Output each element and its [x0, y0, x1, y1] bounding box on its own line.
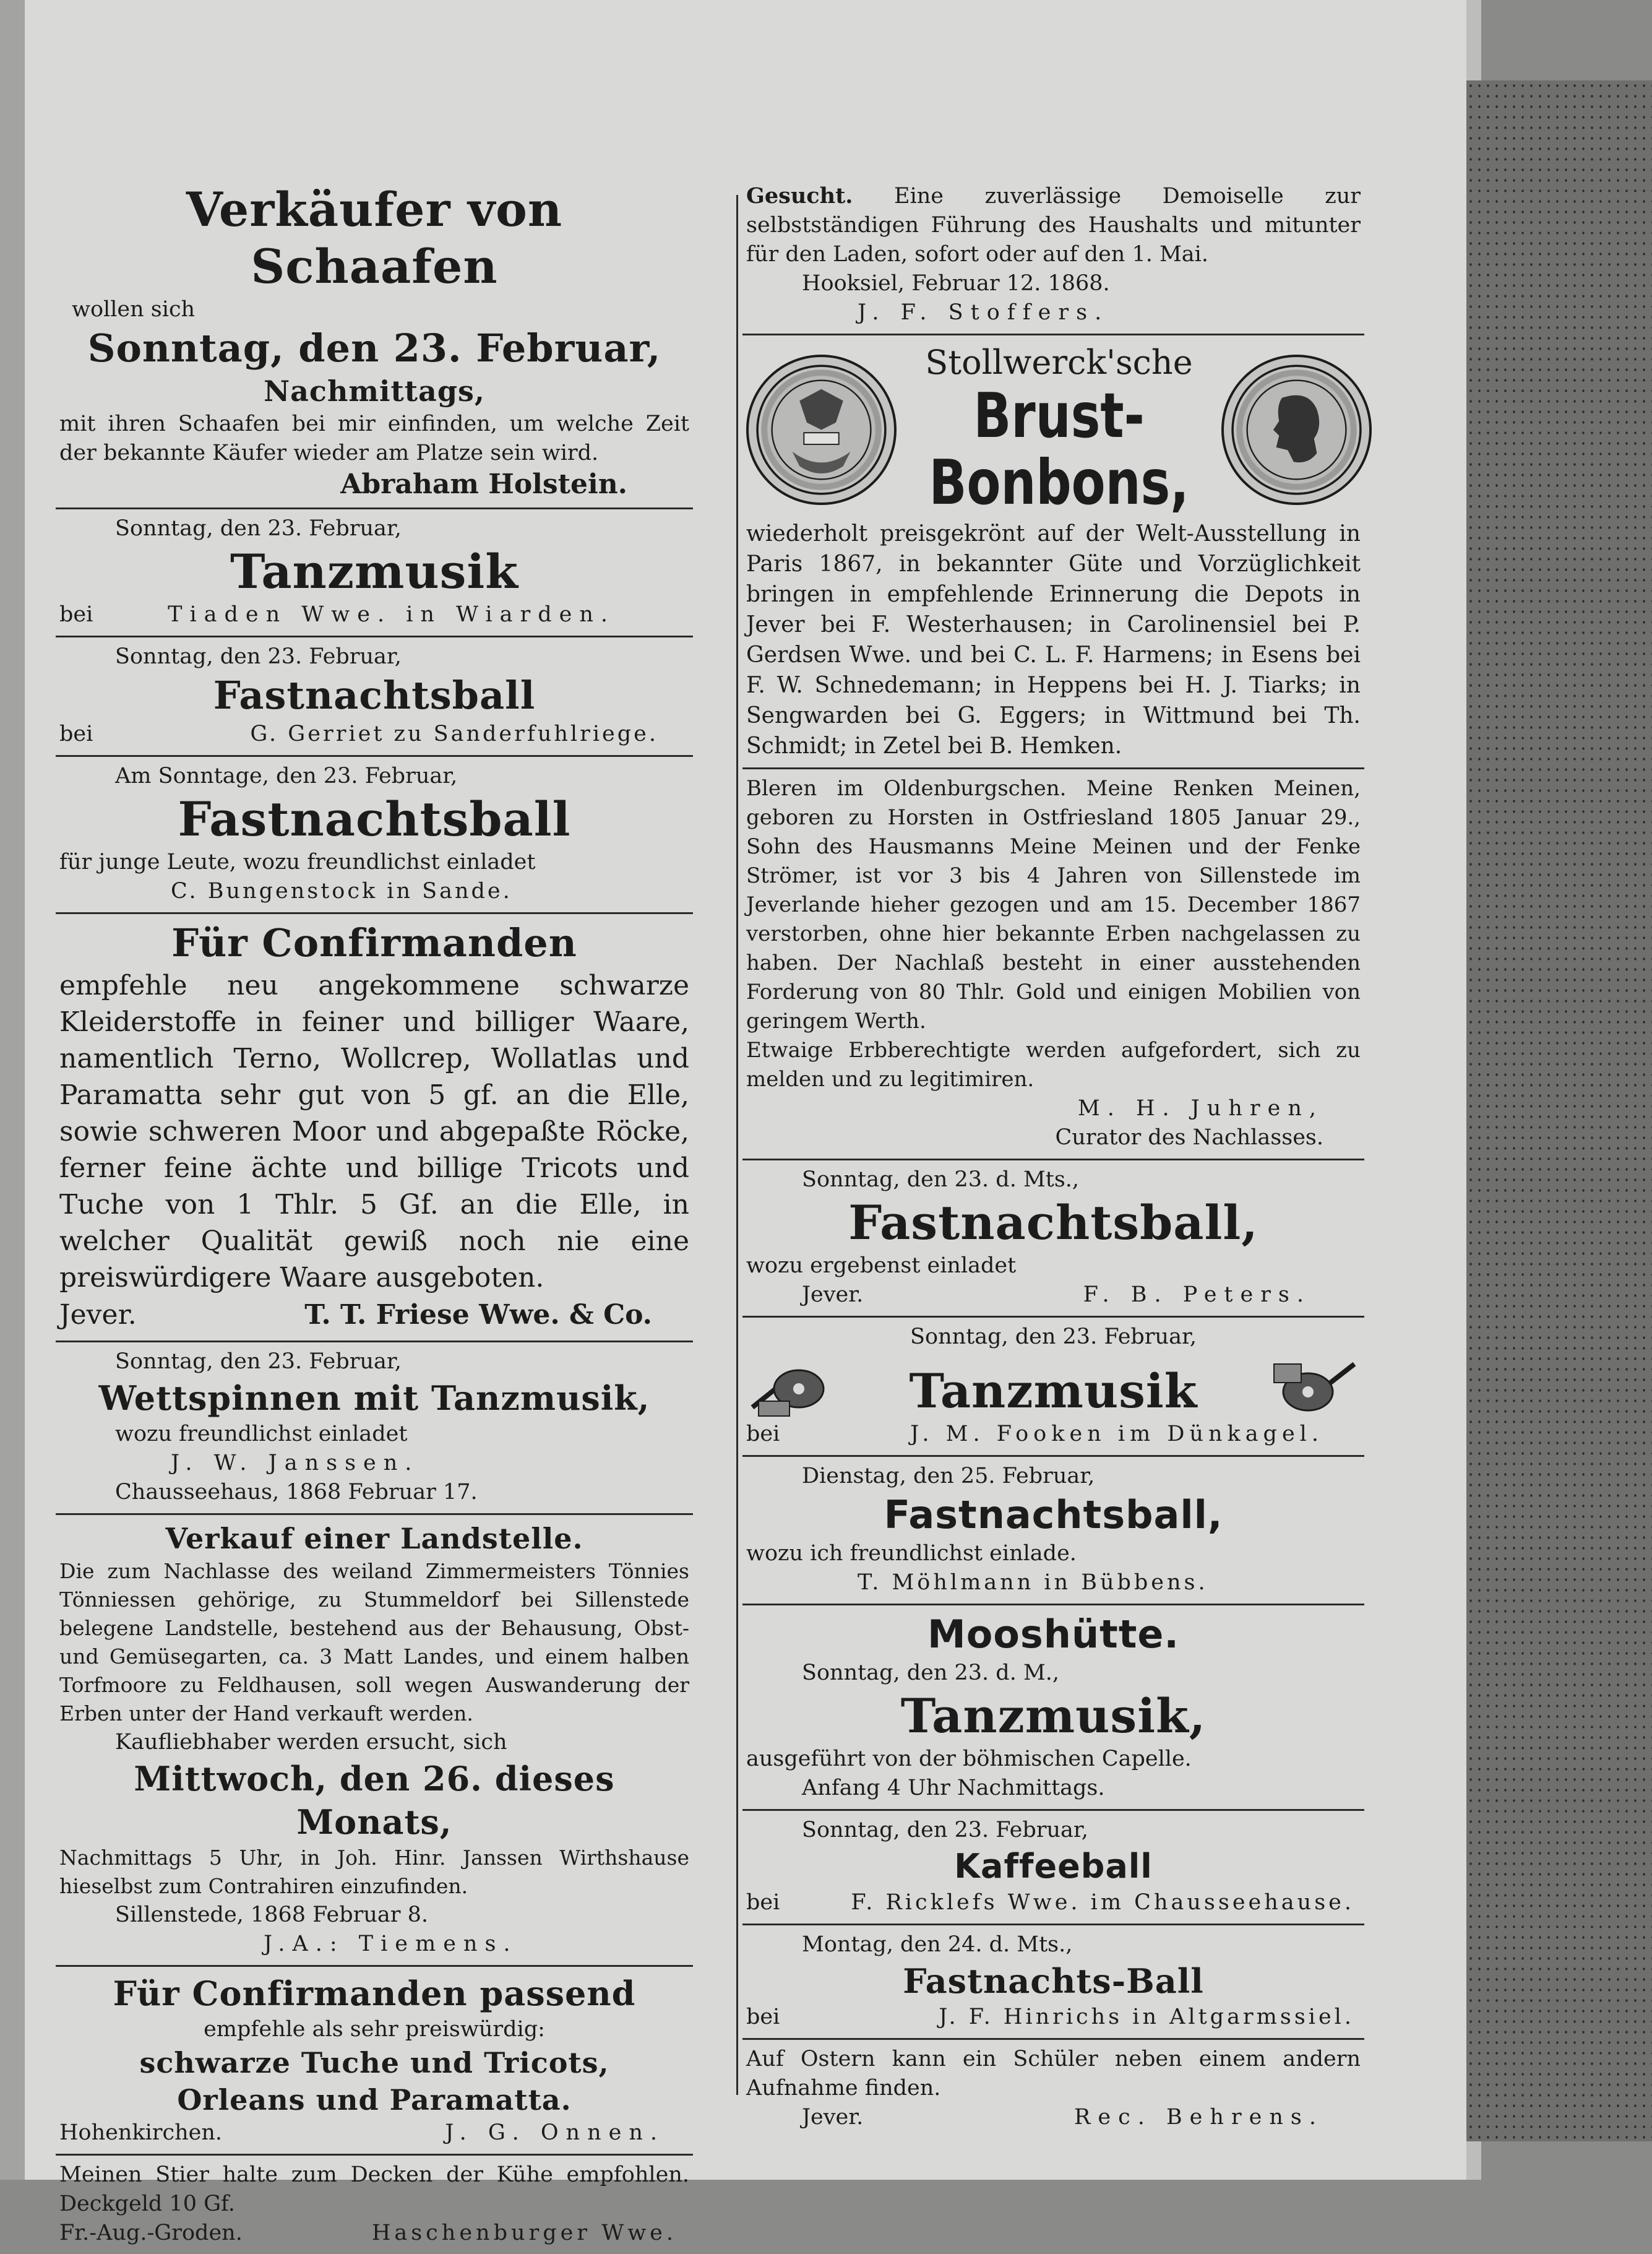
ad-date: Sonntag, den 23. Februar,	[802, 1818, 1088, 1842]
ad-title: Für Confirmanden passend	[113, 1974, 636, 2013]
ad-bei: bei	[59, 602, 93, 627]
ad-signature: Haschenburger Wwe.	[371, 2221, 677, 2245]
ad-date: Sonntag, den 23. Februar,	[87, 326, 661, 371]
ad-wettspinnen	[56, 1342, 693, 1515]
ad-stollwerck	[742, 335, 1364, 769]
ad-signature: J. G. Onnen.	[445, 2120, 665, 2145]
ad-fastnachtsball-sande	[56, 757, 693, 914]
ad-signature: G. Gerriet zu Sanderfuhlriege.	[250, 722, 658, 746]
ad-title: Tanzmusik	[230, 544, 518, 599]
ad-brand: Stollwerck'sche	[925, 343, 1193, 382]
ad-date: Am Sonntage, den 23. Februar,	[115, 764, 458, 788]
ad-schueler	[742, 2040, 1364, 2138]
ad-date: Mittwoch, den 26. dieses Monats,	[134, 1759, 615, 1842]
right-column	[742, 176, 1364, 2138]
ad-place: Jever.	[802, 2105, 864, 2130]
guitar-icon	[1268, 1352, 1361, 1420]
left-page-edge	[0, 0, 25, 2180]
ad-title: Verkäufer von Schaafen	[186, 182, 563, 294]
ad-title: Für Confirmanden	[171, 920, 577, 965]
ad-bei: bei	[59, 722, 93, 746]
ad-body: mit ihren Schaafen bei mir einfinden, um welche Zeit der bekannte Käufer wieder am Platze sein wird.	[59, 412, 689, 465]
book-cover-board	[1466, 80, 1652, 2141]
ad-title: Tanzmusik	[909, 1363, 1198, 1418]
ad-title1: Brust-	[973, 379, 1145, 452]
ad-date: Sonntag, den 23. d. M.,	[802, 1660, 1060, 1685]
ad-body: wozu ergebenst einladet	[746, 1253, 1017, 1278]
ad-nachlass-meinen	[742, 769, 1364, 1160]
ad-signature: T. T. Friese Wwe. & Co.	[304, 1299, 652, 1331]
ad-footer: Sillenstede, 1868 Februar 8.	[115, 1902, 428, 1927]
ad-date: Montag, den 24. d. Mts.,	[802, 1932, 1073, 1957]
ad-title: Kaffeeball	[954, 1847, 1153, 1886]
ad-fastnachtsball-moehlmann	[742, 1457, 1364, 1605]
ad-title: Wettspinnen mit Tanzmusik,	[98, 1378, 650, 1418]
ad-verkauf-landstelle	[56, 1515, 693, 1967]
ad-date: Sonntag, den 23. Februar,	[115, 516, 402, 541]
medal-icon	[746, 355, 897, 505]
ad-line2: Orleans und Paramatta.	[177, 2083, 572, 2117]
ad-signature: Tiaden Wwe. in Wiarden.	[168, 602, 615, 627]
ad-title: Fastnachtsball	[213, 673, 536, 718]
ad-place: Jever.	[802, 1282, 864, 1307]
ad-title2: Tanzmusik,	[900, 1688, 1207, 1743]
ad-body: empfehle neu angekommene schwarze Kleiderstoffe in feiner und billiger Waare, namentlich Terno, Wollcrep, Wollatlas und Paramatta sehr gut von 5 gf. an die Elle, sowie schweren Moor und abgepaßte Röcke, ferner feine ächte und billige Tricots und Tuche von 1 Thlr. 5 Gf. an die Elle, in welcher Qualität gewiß noch nie eine preiswürdigere Waare ausgeboten.	[59, 970, 689, 1293]
ad-signature: J. F. Stoffers.	[858, 300, 1109, 325]
ad-date: Sonntag, den 23. Februar,	[115, 1349, 402, 1374]
ad-footer: Chausseehaus, 1868 Februar 17.	[115, 1480, 478, 1505]
ad-date: Sonntag, den 23. Februar,	[910, 1324, 1197, 1349]
ad-body3: Nachmittags 5 Uhr, in Joh. Hinr. Janssen Wirthshause hieselbst zum Contrahiren einzufinden.	[59, 1846, 689, 1898]
ad-title: Fastnachtsball,	[884, 1492, 1223, 1537]
ad-sheep-sellers	[56, 176, 693, 509]
ad-signature: Rec. Behrens.	[1074, 2105, 1323, 2130]
ad-intro: empfehle als sehr preiswürdig:	[204, 2017, 545, 2042]
ad-signature: F. B. Peters.	[1083, 1282, 1311, 1307]
ad-intro: wollen sich	[72, 297, 196, 322]
ad-title: Fastnachtsball,	[848, 1195, 1258, 1250]
ad-tanzmusik-duenkagel	[742, 1318, 1364, 1457]
ad-fastnachtsball-sanderfuhlriege	[56, 637, 693, 757]
ad-body: Meinen Stier halte zum Decken der Kühe empfohlen. Deckgeld 10 Gf.	[59, 2162, 689, 2216]
ad-kaffeeball	[742, 1811, 1364, 1925]
ad-signature: J. W. Janssen.	[171, 1451, 419, 1475]
ad-body: wozu ich freundlichst einlade.	[746, 1541, 1077, 1566]
ad-title: Verkauf einer Landstelle.	[165, 1522, 583, 1555]
newspaper-page	[25, 0, 1466, 2245]
ad-title: Fastnachtsball	[178, 792, 571, 847]
ad-body: Eine zuverlässige Demoiselle zur selbstständigen Führung des Haushalts und mitunter für den Laden, sofort oder auf den 1. Mai.	[746, 184, 1361, 267]
ad-bei: bei	[746, 1890, 780, 1915]
ad-fastnachtsball-peters	[742, 1160, 1364, 1318]
ad-signature: C. Bungenstock in Sande.	[171, 879, 512, 904]
ad-body: Die zum Nachlasse des weiland Zimmermeisters Tönnies Tönniessen gehörige, zu Stummeldorf bei Sillenstede belegene Landstelle, bestehend aus der Behausung, Obst- und Gemüsegarten, ca. 3 Matt Landes, und einem halben Torfmoore zu Feldhausen, soll wegen Auswanderung der Erben unter der Hand verkauft werden.	[59, 1559, 689, 1725]
ad-signature: J. M. Fooken im Dünkagel.	[910, 1422, 1323, 1446]
ad-confirmanden-friese	[56, 914, 693, 1342]
ad-date: Sonntag, den 23. d. Mts.,	[802, 1167, 1080, 1192]
ad-role: Curator des Nachlasses.	[1055, 1125, 1323, 1150]
ad-body: für junge Leute, wozu freundlichst einladet	[59, 850, 536, 874]
ad-body: wozu freundlichst einladet	[115, 1422, 408, 1446]
ad-line1: schwarze Tuche und Tricots,	[139, 2046, 609, 2079]
ad-body2: Etwaige Erbberechtigte werden aufgefordert, sich zu melden und zu legitimiren.	[746, 1038, 1361, 1092]
left-column	[56, 176, 693, 2254]
ad-body2: Kaufliebhaber werden ersucht, sich	[115, 1730, 507, 1755]
ad-stier	[56, 2156, 693, 2254]
guitar-icon	[746, 1352, 839, 1420]
ad-place: Hohenkirchen.	[59, 2120, 223, 2145]
ad-body: Bleren im Oldenburgschen. Meine Renken Meinen, geboren zu Horsten in Ostfriesland 1805 Januar 29., Sohn des Hausmanns Meine Meinen und der Fenke Strömer, ist vor 3 bis 4 Jahren von Sillenstede im Jeverlande hieher gezogen und am 15. December 1867 verstorben, ohne hier bekannte Erben nachgelassen zu haben. Der Nachlaß besteht in einer ausstehenden Forderung von 80 Thlr. Gold und einigen Mobilien von geringem Werth.	[746, 776, 1361, 1034]
napoleon-medal-icon	[1221, 355, 1372, 505]
ad-mooshuette	[742, 1605, 1364, 1811]
ad-gesucht	[742, 176, 1364, 335]
ad-body2: Anfang 4 Uhr Nachmittags.	[802, 1776, 1105, 1800]
ad-title: Mooshütte.	[927, 1612, 1179, 1657]
ad-tanzmusik-wiarden	[56, 509, 693, 637]
ad-body: wiederholt preisgekrönt auf der Welt-Ausstellung in Paris 1867, in bekannter Güte und Vorzüglichkeit bringen in empfehlende Erinnerung die Depots in Jever bei F. Westerhausen; in Carolinensiel bei P. Gerdsen Wwe. und bei C. L. F. Harmens; in Esens bei F. W. Schnedemann; in Heppens bei H. J. Tiarks; in Sengwarden bei G. Eggers; in Wittmund bei Th. Schmidt; in Zetel bei B. Hemken.	[746, 521, 1361, 759]
ad-date: Sonntag, den 23. Februar,	[115, 644, 402, 669]
ad-date: Dienstag, den 25. Februar,	[802, 1464, 1095, 1488]
ad-signature: J. F. Hinrichs in Altgarmssiel.	[939, 2005, 1354, 2029]
ad-fastnachts-ball-hinrichs	[742, 1925, 1364, 2040]
ad-lead: Gesucht.	[746, 183, 853, 209]
ad-bei: bei	[746, 1422, 780, 1446]
ad-footer: Hooksiel, Februar 12. 1868.	[802, 271, 1110, 296]
ad-body: Auf Ostern kann ein Schüler neben einem andern Aufnahme finden.	[746, 2047, 1361, 2101]
ad-place: Jever.	[59, 1299, 137, 1331]
ad-bei: bei	[746, 2005, 780, 2029]
ad-signature: M. H. Juhren,	[1077, 1096, 1323, 1121]
column-divider	[736, 195, 738, 2095]
ad-signature: T. Möhlmann in Bübbens.	[858, 1570, 1208, 1595]
ad-time: Nachmittags,	[264, 374, 485, 408]
ad-title2: Bonbons,	[929, 446, 1189, 519]
ad-signature: F. Ricklefs Wwe. im Chausseehause.	[851, 1890, 1354, 1915]
ad-signature: J.A.: Tiemens.	[264, 1932, 518, 1956]
ad-signature: Abraham Holstein.	[340, 469, 627, 500]
ad-place: Fr.-Aug.-Groden.	[59, 2221, 243, 2245]
ad-confirmanden-onnen	[56, 1967, 693, 2156]
ad-title: Fastnachts-Ball	[903, 1961, 1204, 2001]
ad-body: ausgeführt von der böhmischen Capelle.	[746, 1747, 1192, 1771]
